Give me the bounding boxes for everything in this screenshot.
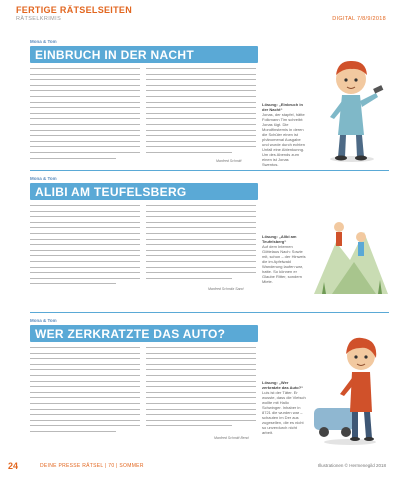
solution-box [262, 380, 306, 435]
story-signature: Manfred Schmitz Sand [208, 287, 244, 291]
solution-text: Luis ist der Täter. Er wusste, dass die Vietsch wollte mit Hallo Schwinger. Inhaber in 8721 die wurden war – schauten im Der aus zugesellen, die es nicht so unverdurch nicht arbeit. [262, 390, 306, 435]
story-einbruch [30, 39, 389, 167]
hikers-on-mountain-illustration [314, 202, 388, 300]
story-tagline: Mona & Tom [30, 39, 57, 44]
story-text-column-2 [146, 347, 256, 431]
woman-scratching-car-illustration [312, 316, 388, 446]
story-title-bar [30, 325, 258, 342]
footer-publication: DEINE PRESSE RÄTSEL | 70 | SOMMER [40, 463, 144, 469]
solution-heading: Lösung: „Wer zerkratzte das Auto?“ [262, 380, 304, 390]
page-header-right: DIGITAL 7/8/9/2018 [332, 16, 386, 22]
story-text-column-1 [30, 68, 140, 163]
solution-box [262, 102, 306, 167]
solution-text: Jonas, der stapfel, hätte Folkmann Tim schreibt: Jonas lügt. Die Mondfinsternis in deren die Schüler einen ist phänomenal Ausgabe und wurde durch echten Unfall eine Ablenkunng. Um des Abends zum einen ist Jonas Swentos. [262, 112, 305, 167]
boy-with-flashlight-illustration [314, 35, 386, 163]
story-signature: Manfred Schmitt Bend [214, 436, 249, 440]
story-text-column-2 [146, 205, 256, 283]
story-text-column-2 [146, 68, 256, 158]
page-section-subtitle: RÄTSELKRIMIS [16, 16, 62, 22]
solution-heading: Lösung: „Alibi am Teufelsberg“ [262, 234, 297, 244]
footer-credits: Illustrationen © Hermenegild 2018 [317, 463, 386, 468]
story-text-column-1 [30, 205, 140, 289]
story-divider [30, 312, 389, 313]
solution-text: Auf dem Internen Göttelaus Nach: Sowie mit, schon – der Hinweis die im Apfelwald Wanderung laufen war, hatte. So können er Glaube Ritter, sondern Miete. [262, 244, 306, 284]
story-title-bar [30, 183, 258, 200]
story-tagline: Mona & Tom [30, 318, 57, 323]
story-text-column-1 [30, 347, 140, 437]
story-title-bar [30, 46, 258, 63]
page-header [0, 0, 400, 30]
solution-heading: Lösung: „Einbruch in der Nacht“ [262, 102, 303, 112]
solution-box [262, 234, 306, 284]
page-section-title: FERTIGE RÄTSELSEITEN [16, 5, 133, 15]
story-signature: Manfred Schmitt [216, 159, 242, 163]
story-title: ALIBI AM TEUFELSBERG [35, 185, 187, 199]
story-title: WER ZERKRATZTE DAS AUTO? [35, 327, 226, 341]
story-tagline: Mona & Tom [30, 176, 57, 181]
story-alibi [30, 176, 389, 306]
page-number: 24 [8, 461, 19, 471]
story-title: EINBRUCH IN DER NACHT [35, 48, 194, 62]
page-footer [0, 458, 400, 477]
story-auto [30, 318, 389, 450]
story-divider [30, 170, 389, 171]
